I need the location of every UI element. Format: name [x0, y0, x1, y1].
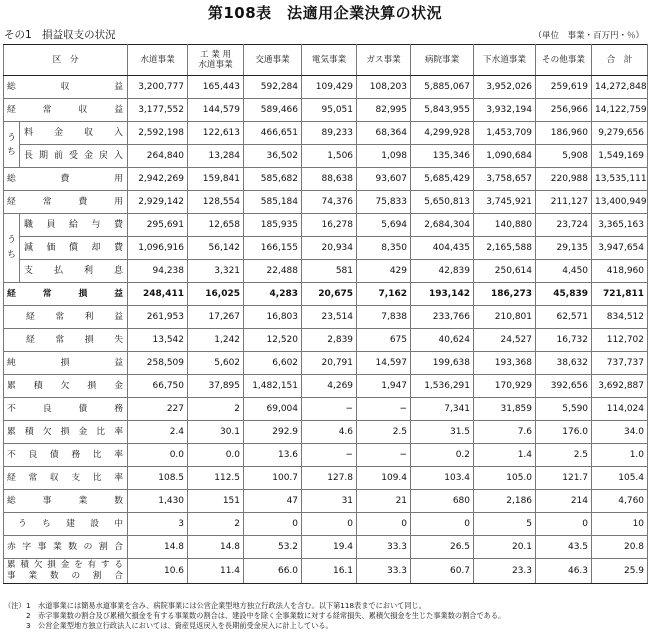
- table-cell: 22,488: [244, 260, 302, 283]
- table-cell: 3,745,921: [474, 191, 536, 214]
- table-cell: 33.3: [357, 536, 411, 559]
- table-cell: 256,966: [536, 99, 592, 122]
- table-cell: 1,947: [357, 375, 411, 398]
- table-cell: −: [302, 444, 357, 467]
- table-cell: 109.4: [357, 467, 411, 490]
- table-cell: 37,895: [188, 375, 244, 398]
- table-cell: 170,929: [474, 375, 536, 398]
- table-cell: 5,694: [357, 214, 411, 237]
- table-cell: 68,364: [357, 122, 411, 145]
- table-cell: 165,443: [188, 76, 244, 99]
- table-cell: 264,840: [128, 145, 188, 168]
- footnotes: [4, 601, 505, 631]
- table-cell: 2,684,304: [411, 214, 474, 237]
- row-label: 減価償却費: [20, 237, 128, 260]
- table-cell: 5: [474, 513, 536, 536]
- table-cell: 4,760: [592, 490, 648, 513]
- table-cell: 16,803: [244, 306, 302, 329]
- footnote-text: 赤字事業数の割合及び累積欠損金を有する事業数の割合は、建設中を除く全事業数に対する経常損失、累積欠損金を生じた事業数の割合である。: [38, 611, 506, 620]
- table-row: [4, 306, 648, 329]
- table-cell: 20,934: [302, 237, 357, 260]
- table-cell: 151: [188, 490, 244, 513]
- table-cell: 23,514: [302, 306, 357, 329]
- table-cell: 135,346: [411, 145, 474, 168]
- table-cell: 140,880: [474, 214, 536, 237]
- table-cell: 13.6: [244, 444, 302, 467]
- uchi-label: [4, 122, 20, 168]
- table-cell: 429: [357, 260, 411, 283]
- footnote-number: 3: [26, 621, 31, 630]
- table-cell: 16,278: [302, 214, 357, 237]
- table-row: [4, 168, 648, 191]
- table-row: [4, 559, 648, 584]
- table-cell: 261,953: [128, 306, 188, 329]
- table-row: [4, 421, 648, 444]
- table-cell: 5,590: [536, 398, 592, 421]
- section-subtitle: その1 損益収支の状況: [4, 29, 116, 41]
- row-label: 純損益: [4, 352, 128, 375]
- uchi-char: う: [7, 132, 16, 143]
- row-label: 総費用: [4, 168, 128, 191]
- table-cell: 23.3: [474, 559, 536, 584]
- table-cell: 176.0: [536, 421, 592, 444]
- table-cell: 0: [411, 513, 474, 536]
- row-label: 不良債務: [4, 398, 128, 421]
- row-label: 経常損失: [4, 329, 128, 352]
- row-label: 経常利益: [4, 306, 128, 329]
- table-row: [4, 536, 648, 559]
- table-cell: 7.6: [474, 421, 536, 444]
- row-label: 累積欠損金を有する 事業数の割合: [4, 559, 128, 584]
- footnote-prefix: [4, 621, 26, 631]
- row-label: 累積欠損金: [4, 375, 128, 398]
- page-title: 第108表 法適用企業決算の状況: [207, 4, 443, 22]
- footnote: [4, 621, 505, 631]
- table-cell: 193,142: [411, 283, 474, 306]
- row-label: 職員給与費: [20, 214, 128, 237]
- table-cell: 36,502: [244, 145, 302, 168]
- table-cell: 2.5: [357, 421, 411, 444]
- table-cell: −: [302, 398, 357, 421]
- table-cell: 1.4: [474, 444, 536, 467]
- table-row: [4, 283, 648, 306]
- table-cell: 259,619: [536, 76, 592, 99]
- table-cell: 31.5: [411, 421, 474, 444]
- table-cell: 1.0: [592, 444, 648, 467]
- table-cell: 0: [536, 513, 592, 536]
- table-cell: 74,376: [302, 191, 357, 214]
- column-header: その他事業: [536, 45, 592, 76]
- table-cell: 3,692,887: [592, 375, 648, 398]
- table-row: [4, 467, 648, 490]
- table-cell: 7,838: [357, 306, 411, 329]
- table-cell: 418,960: [592, 260, 648, 283]
- table-cell: 40,624: [411, 329, 474, 352]
- table-cell: 0.2: [411, 444, 474, 467]
- table-cell: 2: [188, 398, 244, 421]
- table-cell: 4,299,928: [411, 122, 474, 145]
- table-cell: 20,675: [302, 283, 357, 306]
- header-category: 区 分: [4, 45, 128, 76]
- table-cell: 122,613: [188, 122, 244, 145]
- table-cell: 392,656: [536, 375, 592, 398]
- table-cell: 2,592,198: [128, 122, 188, 145]
- table-row: [4, 513, 648, 536]
- table-cell: 103.4: [411, 467, 474, 490]
- table-cell: 4,450: [536, 260, 592, 283]
- table-cell: 31: [302, 490, 357, 513]
- table-row: [4, 260, 648, 283]
- table-cell: 737,737: [592, 352, 648, 375]
- table-cell: 592,284: [244, 76, 302, 99]
- table-cell: 16,025: [188, 283, 244, 306]
- table-cell: 159,841: [188, 168, 244, 191]
- table-cell: 0: [244, 513, 302, 536]
- table-cell: 5,602: [188, 352, 244, 375]
- table-cell: 185,935: [244, 214, 302, 237]
- column-header: 水道事業: [128, 45, 188, 76]
- table-cell: 292.9: [244, 421, 302, 444]
- table-cell: 1,242: [188, 329, 244, 352]
- table-cell: 56,142: [188, 237, 244, 260]
- table-cell: 258,509: [128, 352, 188, 375]
- row-label: 長期前受金戻入: [20, 145, 128, 168]
- table-cell: 30.1: [188, 421, 244, 444]
- table-cell: 60.7: [411, 559, 474, 584]
- table-cell: 2,839: [302, 329, 357, 352]
- table-cell: 23,724: [536, 214, 592, 237]
- table-cell: 166,155: [244, 237, 302, 260]
- table-cell: 214: [536, 490, 592, 513]
- footnote-text: 水道事業には簡易水道事業を含み、病院事業には公営企業型地方独立行政法人を含む。以下第118表までにおいて同じ。: [38, 601, 426, 610]
- table-cell: 14,122,759: [592, 99, 648, 122]
- column-header: 病院事業: [411, 45, 474, 76]
- table-cell: 11.4: [188, 559, 244, 584]
- column-header: 合 計: [592, 45, 648, 76]
- table-cell: 66,750: [128, 375, 188, 398]
- uchi-char: ち: [7, 250, 16, 260]
- table-cell: 43.5: [536, 536, 592, 559]
- table-cell: 5,685,429: [411, 168, 474, 191]
- table-cell: 105.4: [592, 467, 648, 490]
- table-cell: 95,051: [302, 99, 357, 122]
- table-cell: 248,411: [128, 283, 188, 306]
- table-cell: 121.7: [536, 467, 592, 490]
- table-row: [4, 398, 648, 421]
- table-cell: 31,859: [474, 398, 536, 421]
- column-header: 工 業 用 水道事業: [188, 45, 244, 76]
- row-label: うち建設中: [4, 513, 128, 536]
- column-header: ガス事業: [357, 45, 411, 76]
- table-cell: 2.4: [128, 421, 188, 444]
- table-row: [4, 214, 648, 237]
- table-cell: 4,269: [302, 375, 357, 398]
- table-cell: 100.7: [244, 467, 302, 490]
- table-cell: 250,614: [474, 260, 536, 283]
- table-cell: 834,512: [592, 306, 648, 329]
- table-cell: 3,952,026: [474, 76, 536, 99]
- table-cell: 220,988: [536, 168, 592, 191]
- table-cell: 69,004: [244, 398, 302, 421]
- table-cell: 186,273: [474, 283, 536, 306]
- footnote-text: 公営企業型地方独立行政法人においては、資産見返戻入を長期前受金戻入に計上している。: [38, 621, 333, 630]
- table-cell: 3,177,552: [128, 99, 188, 122]
- table-cell: 128,554: [188, 191, 244, 214]
- table-cell: 10: [592, 513, 648, 536]
- table-cell: 466,651: [244, 122, 302, 145]
- table-cell: 3,758,657: [474, 168, 536, 191]
- table-cell: 105.0: [474, 467, 536, 490]
- row-label: 総事業数: [4, 490, 128, 513]
- table-cell: 680: [411, 490, 474, 513]
- table-cell: 227: [128, 398, 188, 421]
- table-cell: 1,096,916: [128, 237, 188, 260]
- table-cell: 20.1: [474, 536, 536, 559]
- table-cell: 46.3: [536, 559, 592, 584]
- table-cell: 20,791: [302, 352, 357, 375]
- table-cell: 26.5: [411, 536, 474, 559]
- row-label: 累積欠損金比率: [4, 421, 128, 444]
- table-cell: 1,549,169: [592, 145, 648, 168]
- table-cell: 3: [128, 513, 188, 536]
- table-cell: 0: [357, 513, 411, 536]
- table-cell: 13,542: [128, 329, 188, 352]
- table-row: [4, 329, 648, 352]
- table-cell: 9,279,656: [592, 122, 648, 145]
- table-cell: 721,811: [592, 283, 648, 306]
- table-cell: 21: [357, 490, 411, 513]
- column-header: 交通事業: [244, 45, 302, 76]
- table-cell: 93,607: [357, 168, 411, 191]
- table-cell: 2,186: [474, 490, 536, 513]
- table-cell: 0.0: [188, 444, 244, 467]
- table-row: [4, 237, 648, 260]
- table-cell: 24,527: [474, 329, 536, 352]
- table-cell: 144,579: [188, 99, 244, 122]
- table-cell: 2,942,269: [128, 168, 188, 191]
- table-cell: 199,638: [411, 352, 474, 375]
- table-cell: 5,843,955: [411, 99, 474, 122]
- uchi-label: [4, 214, 20, 283]
- table-cell: 13,400,949: [592, 191, 648, 214]
- table-cell: 20.8: [592, 536, 648, 559]
- table-cell: 82,995: [357, 99, 411, 122]
- table-cell: 17,267: [188, 306, 244, 329]
- table-cell: 88,638: [302, 168, 357, 191]
- table-cell: 7,341: [411, 398, 474, 421]
- row-label: 不良債務比率: [4, 444, 128, 467]
- table-cell: 33.3: [357, 559, 411, 584]
- table-cell: 5,650,813: [411, 191, 474, 214]
- table-row: [4, 191, 648, 214]
- table-row: [4, 352, 648, 375]
- table-cell: 193,368: [474, 352, 536, 375]
- row-label: 経常収益: [4, 99, 128, 122]
- table-cell: 25.9: [592, 559, 648, 584]
- table-cell: 2,165,588: [474, 237, 536, 260]
- table-body: [4, 76, 648, 584]
- table-cell: 3,200,777: [128, 76, 188, 99]
- table-cell: 0.0: [128, 444, 188, 467]
- table-cell: 4.6: [302, 421, 357, 444]
- column-header: 電気事業: [302, 45, 357, 76]
- table-cell: 1,536,291: [411, 375, 474, 398]
- table-cell: 581: [302, 260, 357, 283]
- table-cell: 66.0: [244, 559, 302, 584]
- uchi-char: ち: [7, 146, 16, 157]
- table-row: [4, 490, 648, 513]
- table-cell: 1,482,151: [244, 375, 302, 398]
- table-cell: 186,960: [536, 122, 592, 145]
- table-cell: 89,233: [302, 122, 357, 145]
- table-row: [4, 122, 648, 145]
- table-cell: 5,908: [536, 145, 592, 168]
- table-row: [4, 99, 648, 122]
- table-cell: 108,203: [357, 76, 411, 99]
- financial-table: [3, 44, 648, 584]
- table-cell: 112.5: [188, 467, 244, 490]
- table-header-row: [4, 45, 648, 76]
- table-cell: 19.4: [302, 536, 357, 559]
- footnote: [4, 601, 505, 611]
- table-cell: 233,766: [411, 306, 474, 329]
- table-cell: 14,272,848: [592, 76, 648, 99]
- table-cell: 210,801: [474, 306, 536, 329]
- table-cell: 3,321: [188, 260, 244, 283]
- row-label: 支払利息: [20, 260, 128, 283]
- table-cell: 8,350: [357, 237, 411, 260]
- table-cell: 1,090,684: [474, 145, 536, 168]
- row-label: 経常費用: [4, 191, 128, 214]
- table-cell: 14.8: [128, 536, 188, 559]
- footnote-number: 1: [26, 601, 31, 610]
- table-cell: 1,453,709: [474, 122, 536, 145]
- table-cell: 16,732: [536, 329, 592, 352]
- table-cell: 108.5: [128, 467, 188, 490]
- table-cell: 114,024: [592, 398, 648, 421]
- table-cell: −: [357, 398, 411, 421]
- footnote-number: 2: [26, 611, 31, 620]
- table-cell: 127.8: [302, 467, 357, 490]
- table-row: [4, 375, 648, 398]
- uchi-char: う: [7, 235, 16, 245]
- column-header: 下水道事業: [474, 45, 536, 76]
- table-cell: 1,098: [357, 145, 411, 168]
- table-cell: 47: [244, 490, 302, 513]
- table-cell: 75,833: [357, 191, 411, 214]
- table-cell: 1,506: [302, 145, 357, 168]
- table-cell: 45,839: [536, 283, 592, 306]
- row-label: 赤字事業数の割合: [4, 536, 128, 559]
- table-cell: 5,885,067: [411, 76, 474, 99]
- table-cell: 3,365,163: [592, 214, 648, 237]
- table-cell: 2: [188, 513, 244, 536]
- table-cell: 14,597: [357, 352, 411, 375]
- table-cell: 2,929,142: [128, 191, 188, 214]
- table-cell: 585,184: [244, 191, 302, 214]
- row-label: 総収益: [4, 76, 128, 99]
- table-row: [4, 76, 648, 99]
- table-row: [4, 145, 648, 168]
- table-cell: 14.8: [188, 536, 244, 559]
- table-cell: 2.5: [536, 444, 592, 467]
- table-cell: 589,466: [244, 99, 302, 122]
- table-cell: 38,632: [536, 352, 592, 375]
- table-cell: 53.2: [244, 536, 302, 559]
- table-cell: 7,162: [357, 283, 411, 306]
- table-cell: 12,520: [244, 329, 302, 352]
- table-cell: 29,135: [536, 237, 592, 260]
- table-cell: 94,238: [128, 260, 188, 283]
- table-cell: 295,691: [128, 214, 188, 237]
- table-cell: 13,535,111: [592, 168, 648, 191]
- table-cell: 34.0: [592, 421, 648, 444]
- row-label: 料金収入: [20, 122, 128, 145]
- table-cell: 112,702: [592, 329, 648, 352]
- table-cell: 6,602: [244, 352, 302, 375]
- table-cell: 0: [302, 513, 357, 536]
- table-cell: 12,658: [188, 214, 244, 237]
- table-cell: 4,283: [244, 283, 302, 306]
- row-label: 経常損益: [4, 283, 128, 306]
- footnote: [4, 611, 505, 621]
- footnote-prefix: [4, 611, 26, 621]
- table-cell: 13,284: [188, 145, 244, 168]
- row-label: 経常収支比率: [4, 467, 128, 490]
- table-cell: 109,429: [302, 76, 357, 99]
- table-cell: 42,839: [411, 260, 474, 283]
- table-cell: −: [357, 444, 411, 467]
- table-row: [4, 444, 648, 467]
- footnote-prefix: （注）: [4, 601, 26, 610]
- table-cell: 1,430: [128, 490, 188, 513]
- table-cell: 404,435: [411, 237, 474, 260]
- table-cell: 3,947,654: [592, 237, 648, 260]
- table-cell: 10.6: [128, 559, 188, 584]
- table-cell: 585,682: [244, 168, 302, 191]
- unit-label: （単位 事業・百万円・％）: [533, 31, 644, 41]
- table-cell: 675: [357, 329, 411, 352]
- table-cell: 16.1: [302, 559, 357, 584]
- table-cell: 3,932,194: [474, 99, 536, 122]
- table-cell: 211,127: [536, 191, 592, 214]
- table-cell: 62,571: [536, 306, 592, 329]
